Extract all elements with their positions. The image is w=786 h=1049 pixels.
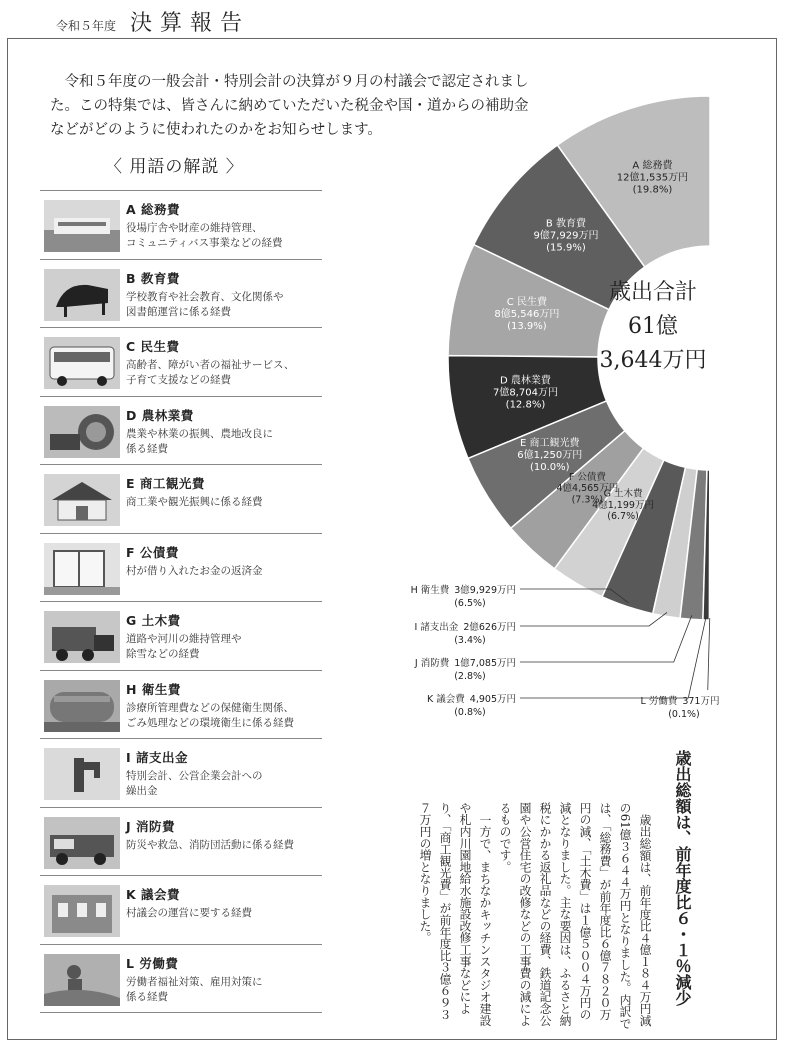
glossary-item-desc: 高齢者、障がい者の福祉サービス、 子育て支援などの経費 (126, 359, 295, 386)
total-label: 歳出合計 (608, 280, 697, 305)
slice-label: E 商工観光費 (520, 437, 580, 449)
article-heading: 歳出総額は、前年度比６・１％減少 (673, 750, 692, 1006)
callout-percent: (0.1%) (668, 709, 700, 720)
glossary-item-name: H 衛生費 (126, 681, 181, 697)
callout-amount: 3億9,929万円 (454, 585, 516, 596)
slice-amount: 4億1,199万円 (592, 499, 654, 511)
glossary-item-desc: 防災や救急、消防団活動に係る経費 (126, 838, 294, 851)
chart-total (585, 276, 721, 378)
glossary-item-name: L 労働費 (126, 955, 179, 971)
callout-label (411, 584, 516, 596)
glossary-item-desc: 道路や河川の維持管理や 除雪などの経費 (126, 633, 242, 660)
glossary-item-desc: 村議会の運営に要する経費 (126, 907, 252, 919)
slice-label: F 公債費 (568, 471, 606, 483)
slice-label: D 農林業費 (500, 375, 551, 387)
callout-amount: 2億626万円 (463, 622, 516, 633)
callout-percent: (0.8%) (454, 707, 486, 718)
glossary-item-desc: 診療所管理費などの保健衛生関係、 ごみ処理などの環境衛生に係る経費 (126, 701, 294, 729)
glossary-item-name: F 公債費 (126, 544, 179, 560)
glossary-item-name: D 農林業費 (126, 407, 194, 423)
slice-amount: 8億5,546万円 (494, 308, 560, 320)
slice-percent: (6.7%) (607, 511, 639, 523)
total-amount-man: 3,644万円 (599, 348, 707, 373)
article-paragraph-1: 歳出総額は、前年度比４億１８４万円減の61億３６４４万円となりました。内訳では、「総務費」が前年度比６億７８２０万円の減、「土木費」は１億５００４万円の減となりました。主な要因は、ふるさと納税にかかる返礼品などの経費、鉄道記念公園や公営住宅の改修などの工事費の減によるものです。 (498, 802, 652, 1030)
glossary-item-name: I 諸支出金 (126, 750, 189, 765)
callout-line (708, 618, 710, 690)
glossary-item-name: K 議会費 (126, 887, 181, 902)
callout-label (414, 657, 516, 669)
callout-amount: 371万円 (682, 696, 720, 707)
glossary-item-name: J 消防費 (126, 818, 176, 834)
slice-amount: 7億8,704万円 (492, 387, 558, 399)
slice-amount: 4億4,565万円 (556, 483, 619, 495)
slice-percent: (19.8%) (632, 184, 673, 196)
callout-label (427, 693, 516, 705)
glossary-item-desc: 労働者福祉対策、雇用対策に 係る経費 (126, 975, 263, 1003)
glossary-item-desc: 農業や林業の振興、農地改良に 係る経費 (126, 427, 273, 455)
slice-amount: 9億7,929万円 (533, 230, 599, 242)
callout-name: H 衛生費 (410, 585, 450, 596)
slice-label: C 民生費 (506, 296, 547, 308)
glossary-item-name: C 民生費 (126, 339, 180, 354)
article-paragraph-2: 一方で、まちなかキッチンスタジオ建設や札内川園地給水施設改修工事などにより、「商工観光費」が前年度比３億６９３７万円の増となりました。 (418, 802, 492, 1027)
glossary-item-desc: 役場庁舎や財産の維持管理、 コミュニティバス事業などの経費 (126, 222, 283, 249)
glossary-item-name: E 商工観光費 (126, 476, 205, 491)
slice-label: G 土木費 (603, 488, 643, 500)
article-body (355, 802, 655, 1030)
callout-name: L 労働費 (640, 696, 678, 707)
callout-percent: (2.8%) (454, 671, 486, 682)
callout-line (520, 612, 667, 626)
callout-name: I 諸支出金 (414, 622, 459, 633)
slice-percent: (12.8%) (505, 399, 546, 411)
slice-percent: (7.3%) (571, 494, 604, 506)
callout-name: K 議会費 (427, 694, 465, 705)
callout-line (520, 615, 692, 662)
slice-label: A 総務費 (632, 160, 673, 172)
callout-percent: (3.4%) (454, 635, 486, 646)
glossary-item-desc: 学校教育や社会教育、文化関係や 図書館運営に係る経費 (126, 290, 284, 318)
glossary-item-desc: 商工業や観光振興に係る経費 (126, 496, 263, 508)
glossary-item-name: B 教育費 (126, 270, 180, 286)
callout-name: J 消防費 (414, 658, 450, 669)
glossary-item-desc: 村が借り入れたお金の返済金 (126, 564, 263, 577)
slice-percent: (15.9%) (546, 242, 586, 254)
fiscal-year-label: 令和５年度 (56, 19, 117, 33)
page-title: 決算報告 (130, 11, 251, 36)
glossary-item-name: G 土木費 (126, 613, 181, 628)
callout-amount: 1億7,085万円 (454, 658, 516, 669)
intro-paragraph: 令和５年度の一般会計・特別会計の決算が９月の村議会で認定されました。この特集では、皆さんに納めていただいた税金や国・道からの補助金などがどのように使われたのかをお知らせします。 (50, 74, 529, 138)
total-amount-oku: 61億 (628, 314, 678, 339)
glossary-item-name: A 総務費 (126, 202, 181, 217)
glossary-item-desc: 特別会計、公営企業会計への 繰出金 (126, 770, 263, 797)
slice-label: B 教育費 (545, 218, 586, 230)
callout-label (414, 621, 516, 633)
callout-amount: 4,905万円 (469, 694, 516, 705)
glossary-title: 〈 用語の解説 〉 (105, 157, 244, 177)
callout-label (641, 695, 720, 707)
slice-amount: 6億1,250万円 (517, 449, 583, 461)
slice-percent: (13.9%) (507, 320, 547, 332)
callout-percent: (6.5%) (454, 598, 486, 609)
slice-amount: 12億1,535万円 (616, 172, 689, 184)
callout-line (520, 616, 706, 698)
slice-percent: (10.0%) (529, 461, 570, 473)
